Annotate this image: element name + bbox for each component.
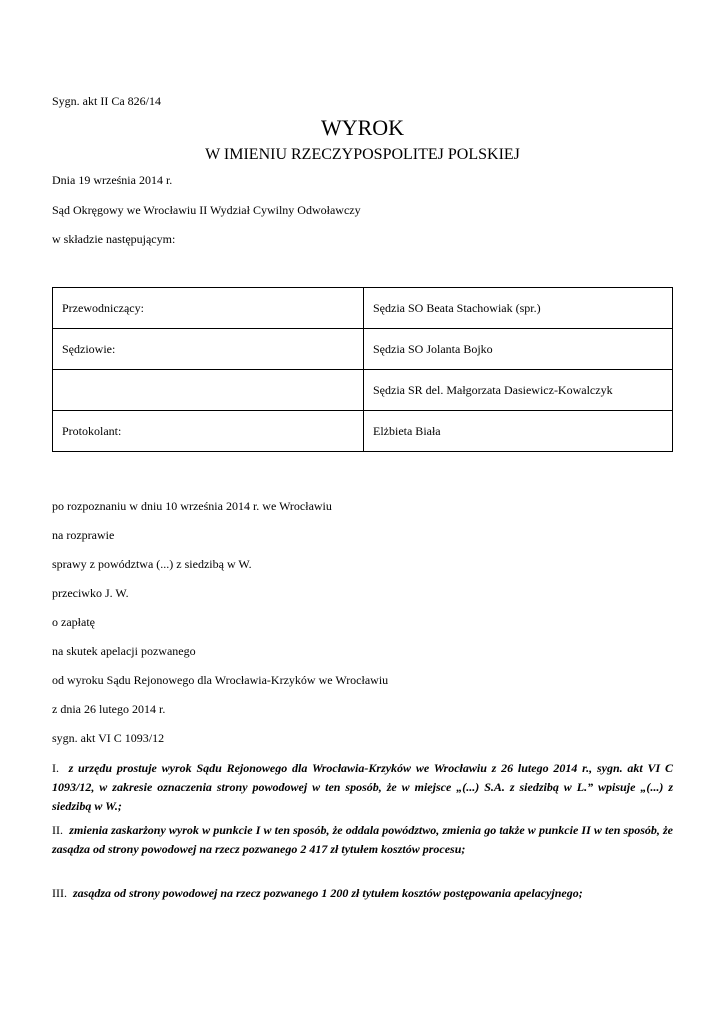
role-cell: Sędziowie:	[53, 329, 364, 370]
document-subtitle: W IMIENIU RZECZYPOSPOLITEJ POLSKIEJ	[205, 146, 520, 163]
table-row	[53, 288, 673, 329]
ruling-point-3	[52, 884, 673, 903]
proceeding-line: przeciwko J. W.	[52, 586, 129, 600]
name-cell: Sędzia SO Jolanta Bojko	[364, 329, 673, 370]
name-cell: Elżbieta Biała	[364, 411, 673, 452]
role-cell	[53, 370, 364, 411]
proceeding-line: sprawy z powództwa (...) z siedzibą w W.	[52, 557, 252, 571]
document-title: WYROK	[320, 115, 405, 140]
ruling-number: I.	[52, 761, 59, 775]
table-row	[53, 329, 673, 370]
court-name: Sąd Okręgowy we Wrocławiu II Wydział Cywilny Odwoławczy	[52, 203, 361, 217]
role-cell: Przewodniczący:	[53, 288, 364, 329]
court-composition-table	[52, 287, 673, 452]
ruling-text: zasądza od strony powodowej na rzecz pozwanego 1 200 zł tytułem kosztów postępowania apelacyjnego;	[73, 886, 583, 900]
table-row	[53, 370, 673, 411]
table-row	[53, 411, 673, 452]
case-reference: Sygn. akt II Ca 826/14	[52, 94, 161, 108]
judgment-date: Dnia 19 września 2014 r.	[52, 173, 173, 187]
proceeding-line: o zapłatę	[52, 615, 95, 629]
ruling-text: z urzędu prostuje wyrok Sądu Rejonowego dla Wrocławia-Krzyków we Wrocławiu z 26 lutego 2014 r., sygn. akt VI C 1093/12, w zakresie oznaczenia strony powodowej w ten sposób, że w miejsce „(...) S.A. z siedzibą w L.” wpisuje „(...) z siedzibą w W.;	[52, 761, 674, 813]
proceeding-line: na rozprawie	[52, 528, 115, 542]
proceeding-line: od wyroku Sądu Rejonowego dla Wrocławia-Krzyków we Wrocławiu	[52, 673, 389, 687]
name-cell: Sędzia SR del. Małgorzata Dasiewicz-Kowalczyk	[364, 370, 673, 411]
composition-label: w składzie następującym:	[52, 232, 176, 246]
proceeding-line: po rozpoznaniu w dniu 10 września 2014 r. we Wrocławiu	[52, 499, 332, 513]
role-cell: Protokolant:	[53, 411, 364, 452]
proceeding-line: z dnia 26 lutego 2014 r.	[52, 702, 166, 716]
ruling-point-1	[52, 759, 673, 816]
ruling-number: III.	[52, 886, 67, 900]
ruling-text: zmienia zaskarżony wyrok w punkcie I w ten sposób, że oddala powództwo, zmienia go także w punkcie II w ten sposób, że zasądza od strony powodowej na rzecz pozwanego 2 417 zł tytułem kosztów procesu;	[52, 823, 674, 856]
name-cell: Sędzia SO Beata Stachowiak (spr.)	[364, 288, 673, 329]
ruling-point-2	[52, 821, 673, 859]
proceeding-line: sygn. akt VI C 1093/12	[52, 731, 165, 745]
ruling-number: II.	[52, 823, 63, 837]
proceeding-line: na skutek apelacji pozwanego	[52, 644, 196, 658]
